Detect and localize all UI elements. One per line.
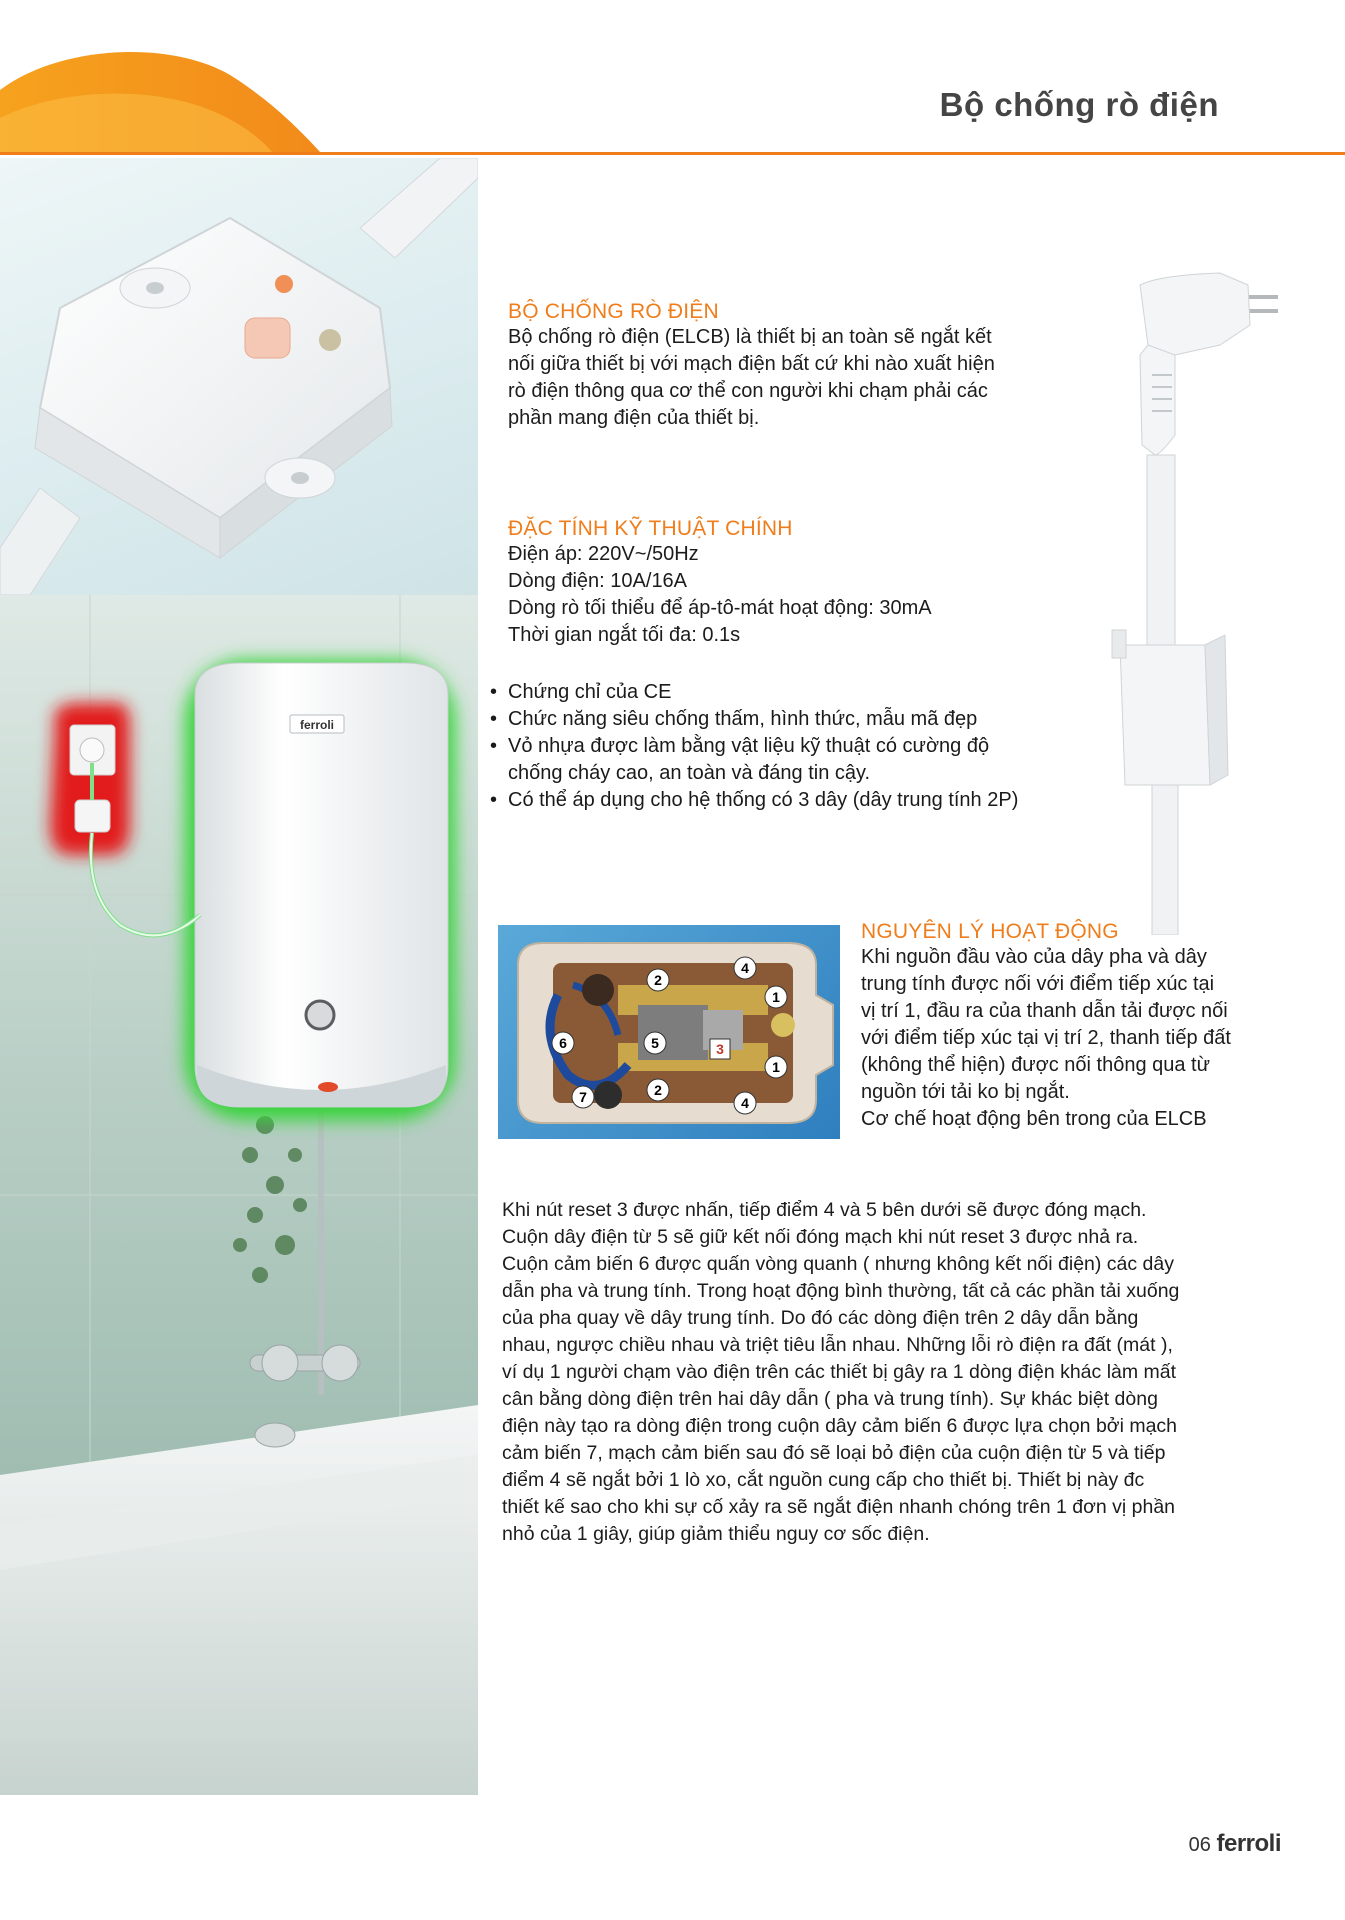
label-1-top xyxy=(765,986,787,1008)
section-heading: NGUYÊN LÝ HOẠT ĐỘNG xyxy=(861,920,1119,943)
paragraph-line: phần mang điện của thiết bị. xyxy=(508,407,760,429)
feature-bullet-list xyxy=(490,679,1130,814)
spec-list xyxy=(508,541,1088,649)
section-mechanism-detail xyxy=(502,1197,1292,1548)
paragraph-line: rò điện thông qua cơ thể con người khi chạm phải các xyxy=(508,380,988,402)
list-item-continuation xyxy=(490,760,1130,787)
circuit-label: 4 xyxy=(741,960,749,976)
paragraph-line: trung tính được nối với điểm tiếp xúc tại xyxy=(861,973,1215,995)
paragraph-line: Cuộn cảm biến 6 được quấn vòng quanh ( nhưng không kết nối điện) các dây xyxy=(502,1253,1174,1275)
circuit-label: 4 xyxy=(741,1095,749,1111)
label-5 xyxy=(644,1032,666,1054)
elcb-circuit-illustration xyxy=(498,925,840,1139)
circuit-label: 2 xyxy=(654,972,662,988)
list-item-text: Có thể áp dụng cho hệ thống có 3 dây (dây trung tính 2P) xyxy=(508,789,1019,811)
paragraph-line: Cuộn dây điện từ 5 sẽ giữ kết nối đóng mạch khi nút reset 3 được nhả ra. xyxy=(502,1226,1139,1248)
paragraph-line: (không thể hiện) được nối thông qua từ xyxy=(861,1054,1211,1076)
paragraph-line: nhỏ của 1 giây, giúp giảm thiểu nguy cơ sốc điện. xyxy=(502,1523,930,1545)
list-item xyxy=(490,733,1130,760)
circuit-label: 7 xyxy=(579,1089,587,1105)
label-7 xyxy=(572,1086,594,1108)
paragraph-line: dẫn pha và trung tính. Trong hoạt động bình thường, tất cả các phần tải xuống xyxy=(502,1280,1180,1302)
spec-leakage-current: Dòng rò tối thiểu để áp-tô-mát hoạt động: 30mA xyxy=(508,597,932,619)
brand-logo: ferroli xyxy=(1216,1830,1281,1857)
label-2-top xyxy=(647,969,669,991)
paragraph-line: ví dụ 1 người chạm vào điện trên các thiết bị gây ra 1 dòng điện khác làm mất xyxy=(502,1361,1177,1383)
header-arc-decoration xyxy=(0,0,340,158)
paragraph-line: cân bằng dòng điện trên hai dây dẫn ( pha và trung tính). Sự khác biệt dòng xyxy=(502,1388,1158,1410)
paragraph-line: thiết kế sao cho khi sự cố xảy ra sẽ ngắt điện nhanh chóng trên 1 đơn vị phần xyxy=(502,1496,1176,1518)
label-6 xyxy=(552,1032,574,1054)
bullet-marker: • xyxy=(490,681,498,703)
circuit-label: 2 xyxy=(654,1082,662,1098)
section-paragraph xyxy=(508,324,1088,432)
section-heading: BỘ CHỐNG RÒ ĐIỆN xyxy=(508,300,719,323)
section-paragraph xyxy=(861,944,1301,1133)
list-item xyxy=(490,679,1130,706)
water-heater-illustration xyxy=(0,595,478,1795)
label-4-bottom xyxy=(734,1092,756,1114)
paragraph-line: điện này tạo ra dòng điện trong cuộn dây cảm biến 6 được lựa chọn bởi mạch xyxy=(502,1415,1178,1437)
paragraph-line: của pha quay về dây trung tính. Do đó các dòng điện trên 2 dây dẫn bằng xyxy=(502,1307,1139,1329)
spec-voltage: Điện áp: 220V~/50Hz xyxy=(508,543,699,565)
spec-current: Dòng điện: 10A/16A xyxy=(508,570,688,592)
figure-caption: Cơ chế hoạt động bên trong của ELCB xyxy=(861,1108,1207,1130)
header-divider xyxy=(0,152,1345,155)
paragraph-line: vị trí 1, đầu ra của thanh dẫn tải được nối xyxy=(861,1000,1228,1022)
section-technical-specs xyxy=(508,517,1088,649)
circuit-label: 3 xyxy=(716,1041,724,1057)
section-elcb-intro xyxy=(508,300,1088,432)
paragraph-line: Bộ chống rò điện (ELCB) là thiết bị an toàn sẽ ngắt kết xyxy=(508,326,992,348)
paragraph-line: nhau, ngược chiều nhau và triệt tiêu lẫn nhau. Những lỗi rò điện ra đất (mát ), xyxy=(502,1334,1173,1356)
bullet-marker: • xyxy=(490,735,498,757)
elcb-product-photo xyxy=(0,158,478,595)
paragraph-line: với điểm tiếp xúc tại vị trí 2, thanh tiếp đất xyxy=(861,1027,1231,1049)
elcb-internal-circuit-photo xyxy=(498,925,840,1139)
page-number: 06 xyxy=(1188,1834,1211,1856)
elcb-device-illustration xyxy=(0,158,478,595)
list-item-text: Chứng chỉ của CE xyxy=(508,681,672,703)
circuit-label: 1 xyxy=(772,1059,780,1075)
label-4-top xyxy=(734,957,756,979)
circuit-label: 1 xyxy=(772,989,780,1005)
list-item xyxy=(490,787,1130,814)
paragraph-line: Khi nguồn đầu vào của dây pha và dây xyxy=(861,946,1207,968)
paragraph-line: nối giữa thiết bị với mạch điện bất cứ khi nào xuất hiện xyxy=(508,353,995,375)
list-item-text: Vỏ nhựa được làm bằng vật liệu kỹ thuật có cường độ xyxy=(508,735,990,757)
label-1-bottom xyxy=(765,1056,787,1078)
label-3 xyxy=(710,1039,730,1059)
list-item xyxy=(490,706,1130,733)
label-2-bottom xyxy=(647,1079,669,1101)
elcb-plug-cord-photo xyxy=(1100,255,1300,935)
paragraph-line: Khi nút reset 3 được nhấn, tiếp điểm 4 và 5 bên dưới sẽ được đóng mạch. xyxy=(502,1199,1147,1221)
heater-brand-text: ferroli xyxy=(299,718,335,732)
paragraph-line: nguồn tới tải ko bị ngắt. xyxy=(861,1081,1070,1103)
section-paragraph xyxy=(502,1197,1292,1548)
page-footer xyxy=(1189,1830,1281,1858)
paragraph-line: điểm 4 sẽ ngắt bởi 1 lò xo, cắt nguồn cung cấp cho thiết bị. Thiết bị này đc xyxy=(502,1469,1145,1491)
section-operating-principle xyxy=(861,920,1301,1133)
spec-trip-time: Thời gian ngắt tối đa: 0.1s xyxy=(508,624,741,646)
section-heading: ĐẶC TÍNH KỸ THUẬT CHÍNH xyxy=(508,517,793,540)
paragraph-line: cảm biến 7, mạch cảm biến sau đó sẽ loại bỏ điện của cuộn điện từ 5 và tiếp xyxy=(502,1442,1166,1464)
page-title: Bộ chống rò điện xyxy=(939,86,1219,123)
bullet-marker: • xyxy=(490,789,498,811)
circuit-label: 5 xyxy=(651,1035,659,1051)
bullet-marker: • xyxy=(490,708,498,730)
list-item-text: chống cháy cao, an toàn và đáng tin cậy. xyxy=(508,762,871,784)
water-heater-bathroom-photo xyxy=(0,595,478,1795)
circuit-label: 6 xyxy=(559,1035,567,1051)
list-item-text: Chức năng siêu chống thấm, hình thức, mẫu mã đẹp xyxy=(508,708,978,730)
